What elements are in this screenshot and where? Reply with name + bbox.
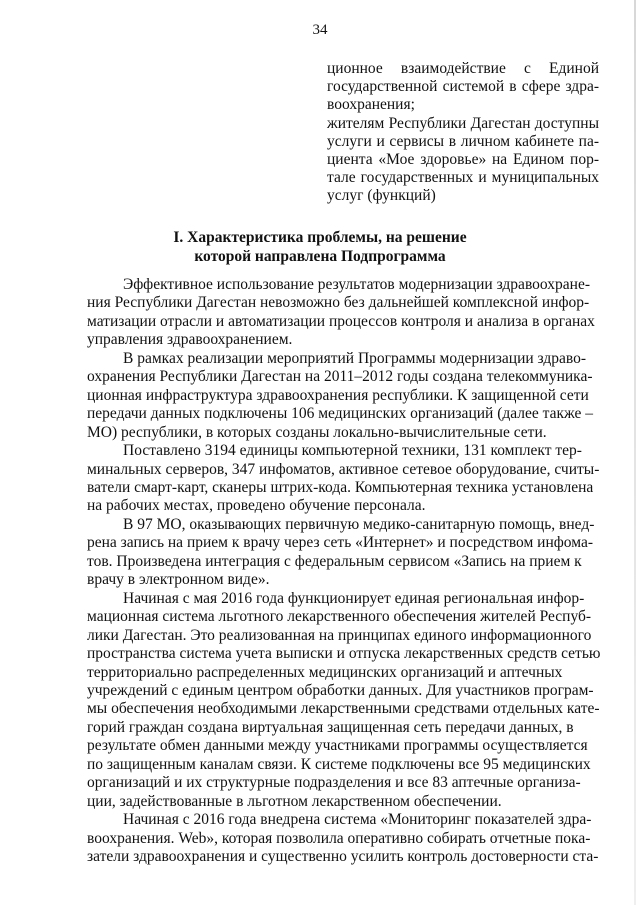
text-line: врачу в электронном виде». (87, 571, 270, 589)
body-text (87, 276, 599, 867)
paragraph (87, 590, 599, 811)
text-line: Поставлено 3194 единицы компьютерной техники, 131 комплект тер- (123, 442, 582, 460)
text-line: матизации отрасли и автоматизации процессов контроля и анализа в органах (87, 312, 595, 330)
section-heading (80, 229, 560, 266)
text-line: результате обмен данными между участниками программы осуществляется (87, 737, 588, 755)
text-line: циента «Мое здоровье» на Едином пор- (327, 151, 599, 169)
text-line: рена запись на прием к врачу через сеть «Интернет» и посредством инфома- (87, 534, 593, 552)
text-line: тале государственных и муниципальных (327, 169, 599, 187)
text-line: минальных серверов, 347 инфоматов, активное сетевое оборудование, считы- (87, 460, 600, 478)
text-line: тов. Произведена интеграция с федеральным сервисом «Запись на прием к (87, 552, 582, 570)
text-line: мы обеспечения необходимыми лекарственными средствами отдельных кате- (87, 700, 600, 718)
text-line: охранения Республики Дагестан на 2011–2012 годы создана телекоммуника- (87, 368, 593, 386)
heading-line: I. Характеристика проблемы, на решение (173, 229, 467, 246)
text-line: передачи данных подключены 106 медицинских организаций (далее также – (87, 405, 594, 423)
text-line: на рабочих местах, проведено обучение персонала. (87, 497, 426, 515)
text-line: территориально распределенных медицинских организаций и аптечных (87, 663, 563, 681)
text-line: услуг (функций) (327, 187, 436, 205)
text-line: воохранения; (327, 96, 415, 114)
text-line: ватели смарт-карт, сканеры штрих-кода. Компьютерная техника установлена (87, 478, 594, 496)
text-line: учреждений с единым центром обработки данных. Для участников програм- (87, 681, 594, 699)
text-line: мационная система льготного лекарственного обеспечения жителей Респуб- (87, 608, 592, 626)
text-line: по защищенным каналам связи. К системе подключены все 95 медицинских (87, 755, 591, 773)
text-line: услуги и сервисы в личном кабинете па- (327, 132, 599, 150)
paragraph (87, 276, 599, 350)
text-line: ции, задействованные в льготном лекарственном обеспечении. (87, 792, 502, 810)
text-line: организаций и их структурные подразделения и все 83 аптечные организа- (87, 774, 581, 792)
text-line: пространства система учета выписки и отпуска лекарственных средств сетью (87, 645, 601, 663)
page-edge-shadow (634, 0, 636, 905)
text-line: ния Республики Дагестан невозможно без дальнейшей комплексной инфор- (87, 294, 590, 312)
text-line: В рамках реализации мероприятий Программы модернизации здраво- (123, 349, 587, 367)
text-line: ционная инфраструктура здравоохранения республики. К защищенной сети (87, 386, 589, 404)
text-line: жителям Республики Дагестан доступны (327, 114, 599, 132)
paragraph (87, 350, 599, 442)
text-line: затели здравоохранения и существенно усилить контроль достоверности ста- (87, 848, 599, 866)
text-line: лики Дагестан. Это реализованная на принципах единого информационного (87, 626, 592, 644)
paragraph (87, 442, 599, 516)
heading-line: которой направлена Подпрограмма (194, 247, 446, 265)
text-line: МО) республики, в которых созданы локально-вычислительные сети. (87, 423, 547, 441)
paragraph (87, 811, 599, 866)
text-line: В 97 МО, оказывающих первичную медико-санитарную помощь, внед- (123, 515, 595, 533)
paragraph (87, 516, 599, 590)
page-number: 34 (312, 22, 328, 38)
text-line: Эффективное использование результатов модернизации здравоохране- (123, 276, 590, 293)
text-line: Начиная с мая 2016 года функционирует единая региональная инфор- (123, 589, 585, 607)
text-line: управления здравоохранением. (87, 331, 293, 349)
text-line: воохранения. Web», которая позволила оперативно собирать отчетные пока- (87, 829, 591, 847)
text-line: Начиная с 2016 года внедрена система «Мониторинг показателей здра- (123, 811, 592, 829)
text-line: горий граждан создана виртуальная защищенная сеть передачи данных, в (87, 718, 574, 736)
text-line: ционное взаимодействие с Единой (327, 60, 599, 77)
continued-list-block (327, 60, 599, 206)
text-line: государственной системой в сфере здра- (327, 78, 599, 96)
